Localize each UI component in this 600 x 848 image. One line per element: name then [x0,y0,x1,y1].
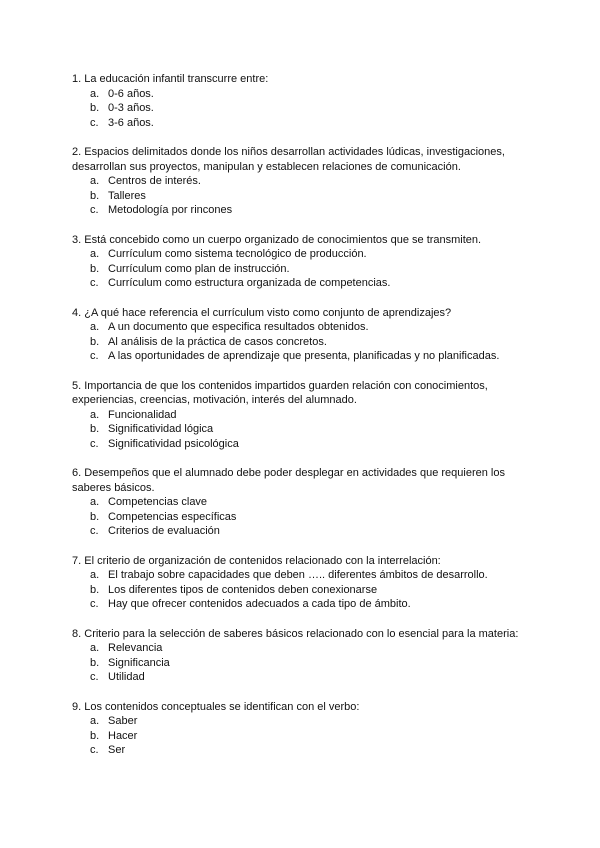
option-letter: b. [90,729,100,742]
answer-options [72,174,532,218]
question-text [72,554,532,569]
question-2 [72,145,532,218]
answer-option [72,101,532,116]
option-text: 0-6 años. [108,87,154,100]
question-number: 1. [72,73,82,85]
answer-option [72,743,532,758]
answer-option [72,437,532,452]
answer-option [72,510,532,525]
question-statement: Desempeños que el alumnado debe poder desplegar en actividades que requieren los saberes básicos. [72,467,505,494]
answer-option [72,670,532,685]
option-letter: c. [90,204,99,216]
option-text: A un documento que especifica resultados obtenidos. [108,321,369,333]
option-text: Competencias específicas [108,510,237,523]
option-text: Utilidad [108,671,145,683]
answer-option [72,262,532,277]
question-statement: Criterio para la selección de saberes básicos relacionado con lo esencial para la materia: [84,627,519,640]
answer-options [72,408,532,452]
option-text: Funcionalidad [108,408,177,421]
option-text: Significatividad psicológica [108,437,239,450]
answer-options [72,247,532,291]
question-text [72,627,532,642]
option-letter: a. [90,175,100,187]
option-text: Los diferentes tipos de contenidos deben conexionarse [108,583,378,596]
question-statement: Está concebido como un cuerpo organizado de conocimientos que se transmiten. [84,233,482,246]
option-letter: a. [90,496,100,508]
question-statement: Importancia de que los contenidos impartidos guarden relación con conocimientos, experiencias, creencias, motivación, interés del alumnado. [72,379,488,406]
question-statement: La educación infantil transcurre entre: [84,73,269,85]
question-number: 4. [72,306,82,319]
question-9 [72,700,532,758]
answer-option [72,422,532,437]
question-text [72,72,532,87]
answer-option [72,203,532,218]
answer-option [72,495,532,510]
document-page [72,72,532,773]
option-letter: b. [90,102,100,114]
question-number: 5. [72,379,82,392]
answer-options [72,568,532,612]
option-text: Al análisis de la práctica de casos concretos. [108,335,327,348]
option-text: Significatividad lógica [108,423,214,435]
option-letter: b. [90,335,100,348]
question-statement: ¿A qué hace referencia el currículum visto como conjunto de aprendizajes? [84,306,452,319]
option-text: Competencias clave [108,496,208,508]
answer-options [72,87,532,131]
answer-option [72,597,532,612]
answer-option [72,247,532,262]
answer-options [72,714,532,758]
answer-options [72,320,532,364]
question-8 [72,627,532,685]
question-statement: Espacios delimitados donde los niños desarrollan actividades lúdicas, investigaciones, desarrollan sus proyectos, manipulan y establecen relaciones de comunicación. [72,146,505,173]
answer-option [72,276,532,291]
option-text: Hay que ofrecer contenidos adecuados a cada tipo de ámbito. [108,598,411,610]
answer-option [72,656,532,671]
answer-option [72,729,532,744]
option-text: El trabajo sobre capacidades que deben ….. diferentes ámbitos de desarrollo. [108,569,488,581]
question-number: 8. [72,627,82,640]
answer-options [72,495,532,539]
option-text: Talleres [108,189,146,202]
question-1 [72,72,532,130]
answer-option [72,174,532,189]
option-letter: a. [90,87,100,100]
option-letter: c. [90,671,99,683]
question-text [72,233,532,248]
option-text: Metodología por rincones [108,204,233,216]
option-text: 3-6 años. [108,116,154,129]
option-letter: a. [90,248,100,260]
question-text [72,145,532,174]
answer-option [72,349,532,364]
option-letter: b. [90,583,100,596]
option-text: Criterios de evaluación [108,525,220,537]
option-text: Hacer [108,729,138,742]
question-statement: El criterio de organización de contenidos relacionado con la interrelación: [84,554,441,567]
answer-option [72,583,532,598]
question-4 [72,306,532,364]
option-letter: c. [90,744,99,756]
option-text: Currículum como estructura organizada de competencias. [108,277,391,289]
option-text: Centros de interés. [108,175,201,187]
question-5 [72,379,532,452]
answer-option [72,116,532,131]
option-letter: a. [90,715,100,727]
option-text: Relevancia [108,642,163,654]
option-text: 0-3 años. [108,102,154,114]
answer-option [72,189,532,204]
question-text [72,700,532,715]
question-number: 2. [72,146,82,158]
answer-options [72,641,532,685]
answer-option [72,641,532,656]
option-letter: b. [90,656,100,669]
answer-option [72,568,532,583]
option-text: Currículum como sistema tecnológico de producción. [108,248,367,260]
question-text [72,306,532,321]
option-letter: a. [90,321,100,333]
option-letter: c. [90,598,99,610]
answer-option [72,335,532,350]
option-letter: b. [90,189,100,202]
option-letter: c. [90,350,99,362]
question-text [72,466,532,495]
option-letter: b. [90,510,100,523]
option-text: Ser [108,744,126,756]
option-letter: b. [90,423,100,435]
option-text: Saber [108,715,138,727]
question-number: 6. [72,467,82,479]
answer-option [72,408,532,423]
option-letter: c. [90,277,99,289]
question-number: 9. [72,700,82,713]
answer-option [72,524,532,539]
answer-option [72,714,532,729]
question-number: 3. [72,233,82,246]
option-letter: c. [90,116,99,129]
question-7 [72,554,532,612]
question-number: 7. [72,554,82,567]
option-letter: c. [90,525,99,537]
question-text [72,379,532,408]
option-text: Currículum como plan de instrucción. [108,262,290,275]
option-letter: b. [90,262,100,275]
question-6 [72,466,532,539]
answer-option [72,87,532,102]
question-statement: Los contenidos conceptuales se identifican con el verbo: [84,700,360,713]
option-letter: a. [90,569,100,581]
answer-option [72,320,532,335]
option-letter: c. [90,437,99,450]
option-letter: a. [90,408,100,421]
option-text: Significancia [108,656,170,669]
option-text: A las oportunidades de aprendizaje que presenta, planificadas y no planificadas. [108,350,500,362]
question-3 [72,233,532,291]
option-letter: a. [90,642,100,654]
